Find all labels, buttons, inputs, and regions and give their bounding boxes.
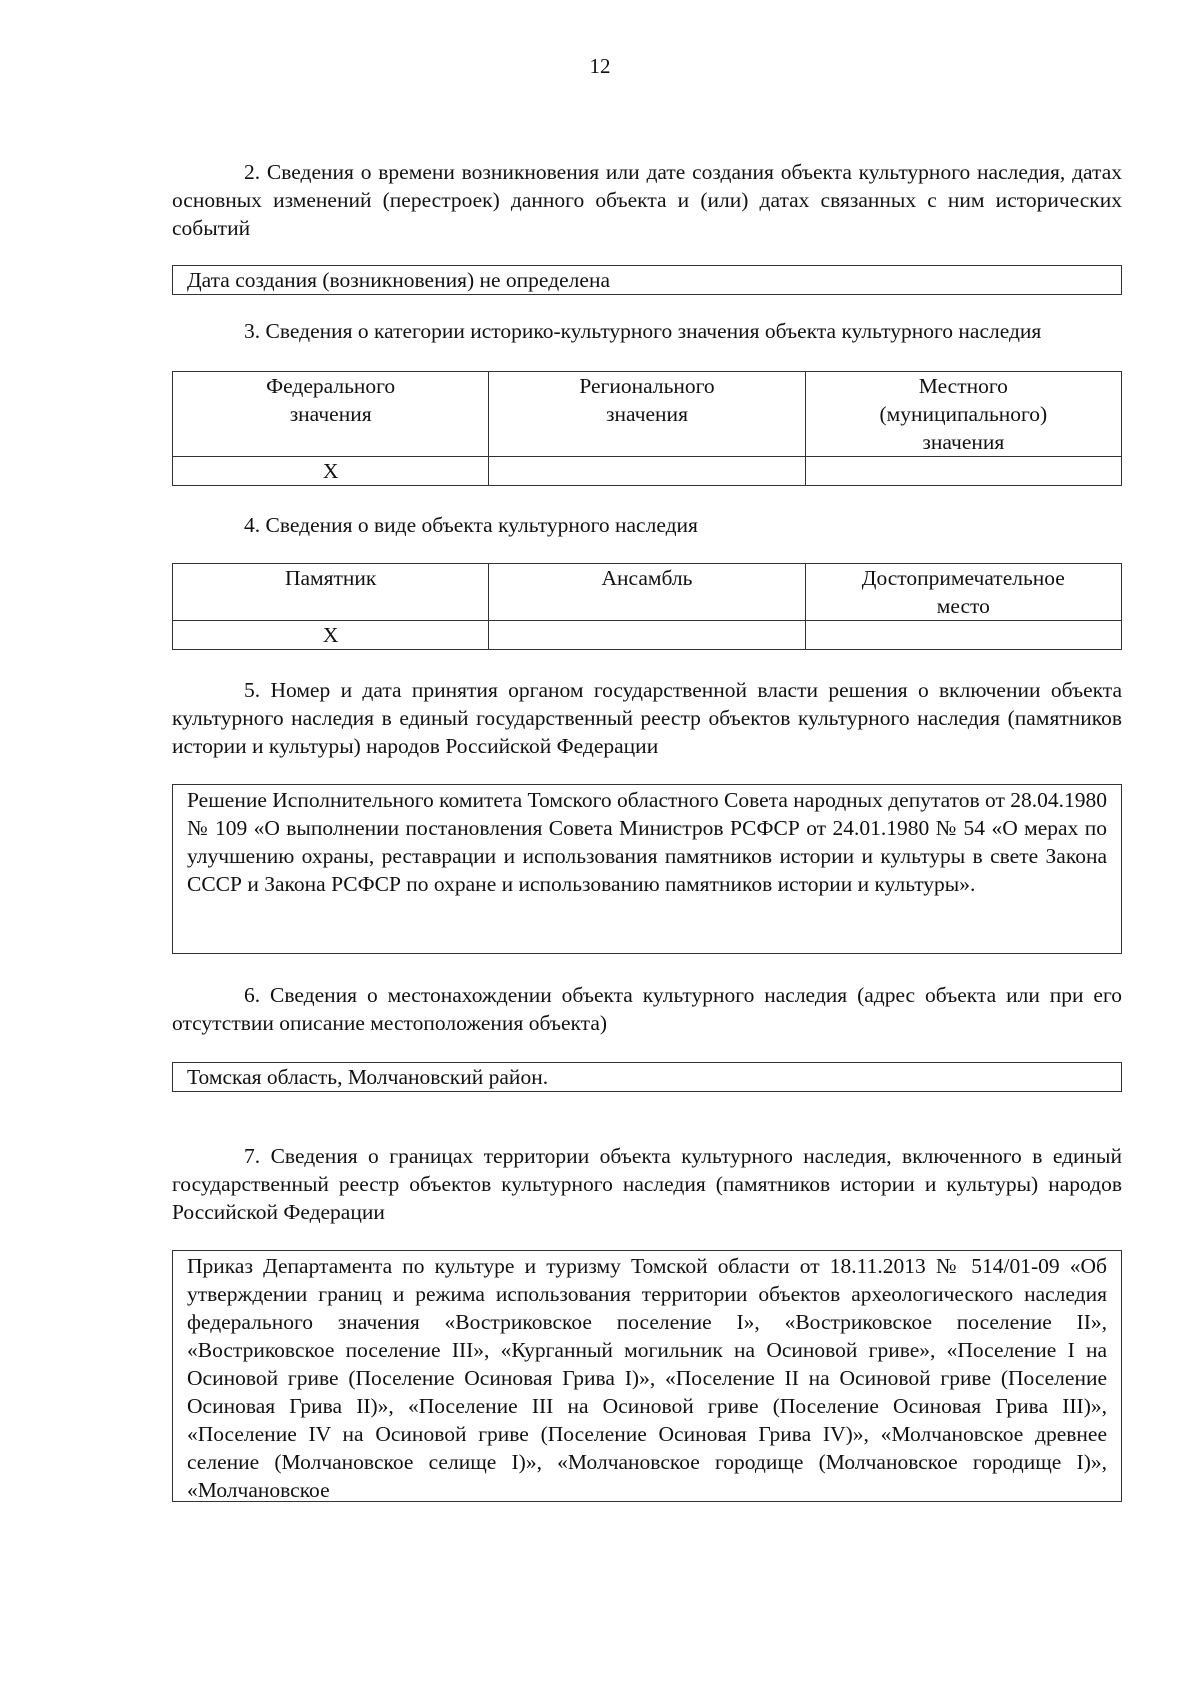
mark-federal: Х <box>173 457 489 486</box>
section-2-value: Дата создания (возникновения) не определена <box>187 268 610 292</box>
mark-monument: Х <box>173 621 489 650</box>
section-6-heading: 6. Сведения о местонахождении объекта культурного наследия (адрес объекта или при его отсутствии описание местоположения объекта) <box>172 983 1122 1035</box>
page-number: 12 <box>589 54 611 78</box>
table-row <box>173 457 1122 486</box>
column-federal: Федерального значения <box>173 372 489 457</box>
section-2-heading: 2. Сведения о времени возникновения или дате создания объекта культурного наследия, датах основных изменений (перестроек) данного объекта и (или) датах связанных с ним исторических событий <box>172 160 1122 240</box>
section-4-heading: 4. Сведения о виде объекта культурного наследия <box>244 513 698 537</box>
document-body <box>172 158 1122 1502</box>
column-landmark: Достопримечательное место <box>805 564 1121 621</box>
section-6-value: Томская область, Молчановский район. <box>187 1065 549 1089</box>
section-6-value-box <box>172 1062 1122 1092</box>
table-header-row <box>173 564 1122 621</box>
column-monument: Памятник <box>173 564 489 621</box>
significance-category-table <box>172 371 1122 486</box>
table-row <box>173 621 1122 650</box>
section-2-value-box <box>172 265 1122 295</box>
section-5-value-box <box>172 784 1122 954</box>
object-type-table <box>172 563 1122 650</box>
column-local: Местного (муниципального) значения <box>805 372 1121 457</box>
column-ensemble: Ансамбль <box>489 564 805 621</box>
section-7-heading: 7. Сведения о границах территории объекта культурного наследия, включенного в единый государственный реестр объектов культурного наследия (памятников истории и культуры) народов Российской Федерации <box>172 1144 1122 1224</box>
section-7-value-box <box>172 1250 1122 1502</box>
mark-regional <box>489 457 805 486</box>
mark-local <box>805 457 1121 486</box>
section-5-value: Решение Исполнительного комитета Томского областного Совета народных депутатов от 28.04.1980 № 109 «О выполнении постановления Совета Министров РСФСР от 24.01.1980 № 54 «О мерах по улучшению охраны, реставрации и использования памятников истории и культуры в свете Закона СССР и Закона РСФСР по охране и использованию памятников истории и культуры». <box>187 788 1107 896</box>
section-7-value: Приказ Департамента по культуре и туризму Томской области от 18.11.2013 № 514/01-09 «Об утверждении границ и режима использования территории объектов археологического наследия федерального значения «Востриковское поселение I», «Востриковское поселение II», «Востриковское поселение III», «Курганный могильник на Осиновой гриве», «Поселение I на Осиновой гриве (Поселение Осиновая Грива I)», «Поселение II на Осиновой гриве (Поселение Осиновая Грива II)», «Поселение III на Осиновой гриве (Поселение Осиновая Грива III)», «Поселение IV на Осиновой гриве (Поселение Осиновая Грива IV)», «Молчановское древнее селение (Молчановское селище I)», «Молчановское городище (Молчановское городище I)», «Молчановское <box>187 1254 1107 1502</box>
mark-landmark <box>805 621 1121 650</box>
column-regional: Регионального значения <box>489 372 805 457</box>
table-header-row <box>173 372 1122 457</box>
mark-ensemble <box>489 621 805 650</box>
section-5-heading: 5. Номер и дата принятия органом государственной власти решения о включении объекта культурного наследия в единый государственный реестр объектов культурного наследия (памятников истории и культуры) народов Российской Федерации <box>172 678 1122 758</box>
section-3-heading: 3. Сведения о категории историко-культурного значения объекта культурного наследия <box>244 319 1042 343</box>
